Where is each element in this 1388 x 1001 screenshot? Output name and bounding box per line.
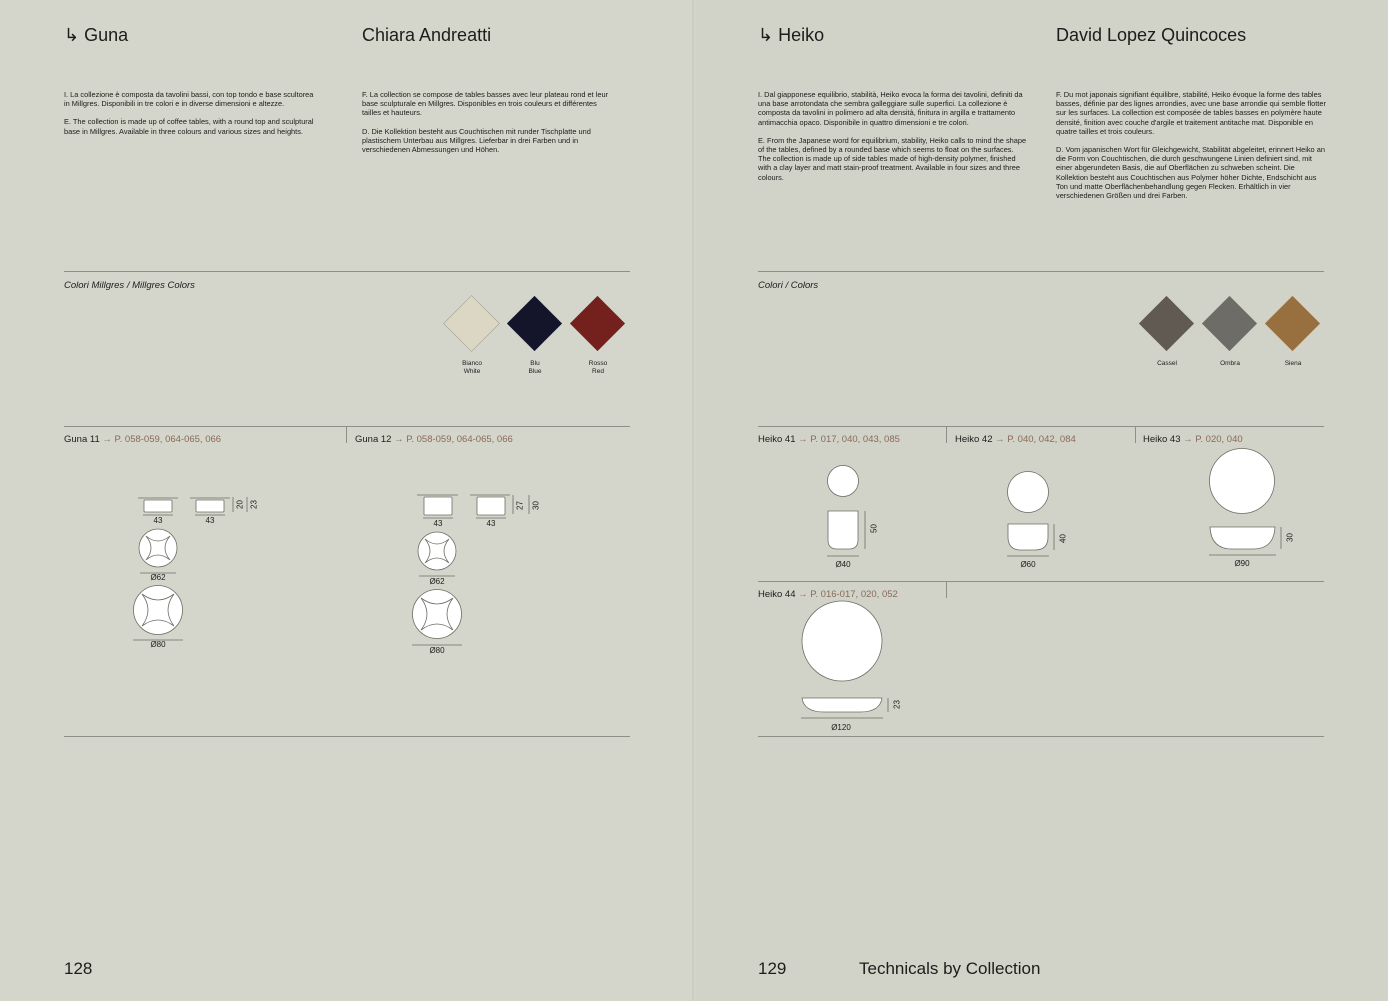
guna-11-side-view-large — [196, 500, 224, 512]
page-number-right: 129 — [758, 959, 787, 978]
description-col2-left — [362, 90, 612, 154]
swatch-label-white: Bianco White — [462, 360, 482, 375]
heiko-44-top-view — [802, 601, 882, 681]
description-col1-left — [64, 90, 320, 136]
divider — [946, 582, 947, 598]
collection-title-guna: ↳ Guna — [64, 25, 129, 45]
divider — [758, 581, 1324, 582]
guna-12-side-view-large — [477, 497, 505, 515]
heiko-44-height-label: 23 — [892, 700, 902, 709]
product-heading-heiko-44[interactable]: Heiko 44 → P. 016-017, 020, 052 — [758, 589, 898, 600]
divider — [64, 426, 630, 427]
guna-12-width-label: 43 — [486, 519, 496, 528]
colors-label-right: Colori / Colors — [758, 280, 819, 291]
guna-11-side-view-small — [144, 500, 172, 512]
guna-12-top-view-80 — [413, 590, 462, 639]
heiko-42-side-view — [1008, 524, 1048, 550]
guna-11-width-label: 43 — [153, 516, 163, 525]
guna-11-top-view-62 — [139, 529, 177, 567]
swatch-label-siena: Siena — [1284, 360, 1302, 367]
heiko-44-side-view — [802, 698, 882, 712]
divider — [946, 427, 947, 443]
heiko-43-top-view — [1210, 449, 1275, 514]
page-number-left: 128 — [64, 959, 93, 978]
divider — [64, 271, 630, 272]
designer-name-left: Chiara Andreatti — [362, 25, 492, 45]
product-heading-heiko-42[interactable]: Heiko 42 → P. 040, 042, 084 — [955, 434, 1076, 445]
product-heading-heiko-41[interactable]: Heiko 41 → P. 017, 040, 043, 085 — [758, 434, 900, 445]
product-heading-heiko-43[interactable]: Heiko 43 → P. 020, 040 — [1143, 434, 1243, 445]
heiko-43-height-label: 30 — [1285, 533, 1295, 542]
heiko-44-diameter-label: Ø120 — [831, 723, 851, 732]
description-italian: I. Dal giapponese equilibrio, stabilità, Heiko evoca la forma dei tavolini, definiti da una base arrotondata che sembra galleggiare sulle superfici. La collezione è composta da tavolini in polimero ad alta densità, finitura in argilla e trattamento antimacchia opaco. Disponibile in quattro dimensioni e tre colori. — [758, 90, 1023, 127]
divider — [758, 426, 1324, 427]
page-gutter — [692, 0, 696, 1001]
guna-12-side-view-small — [424, 497, 452, 515]
description-italian: I. La collezione è composta da tavolini bassi, con top tondo e base scultorea in Millgres. Disponibili in tre colori e in diverse dimensioni e altezze. — [64, 90, 314, 109]
description-german: D. Vom japanischen Wort für Gleichgewicht, Stabilität abgeleitet, erinnert Heiko an die Form von Couchtischen, die durch geschwungene Linien definiert sind, mit einer abgerundeten Basis, die auf Oberflächen zu schweben scheint. Die Kollektion besteht aus Couchtischen aus Polymer höher Dichte, Endschicht aus Ton und matte Oberflächenbehandlung gegen Flecken. Erhältlich in vier verschiedenen Größen und drei Farben. — [1056, 145, 1325, 201]
divider — [758, 271, 1324, 272]
description-english: E. The collection is made up of coffee tables, with a round top and sculptural base in Millgres. Available in three colours and various sizes and heights. — [64, 117, 314, 136]
heiko-41-side-view — [828, 511, 858, 549]
swatch-label-blue: Blu Blue — [528, 360, 542, 375]
heiko-41-diameter-label: Ø40 — [835, 560, 851, 569]
divider — [346, 427, 347, 443]
collection-title-heiko: ↳ Heiko — [758, 25, 825, 45]
description-english: E. From the Japanese word for equilibrium, stability, Heiko calls to mind the shape of the tables, defined by a rounded base which seems to float on the surfaces. The collection is made up of side tables made of high-density polymer, finished with a clay layer and matt stain-proof treatment. Available in four sizes and three colours. — [758, 135, 1027, 182]
heiko-41-height-label: 50 — [869, 524, 879, 533]
guna-12-top-view-62 — [418, 532, 456, 570]
guna-12-height-label: 30 — [531, 501, 541, 510]
guna-12-diameter-label: Ø62 — [429, 577, 445, 586]
description-col2-right — [1056, 90, 1326, 200]
guna-12-height-label: 27 — [515, 501, 525, 510]
guna-11-height-label: 20 — [235, 500, 245, 509]
guna-12-diameter-label: Ø80 — [429, 646, 445, 655]
guna-11-diameter-label: Ø62 — [150, 573, 166, 582]
heiko-drawings — [0, 0, 1, 1]
description-col1-right — [758, 90, 1028, 182]
guna-11-height-label: 23 — [249, 500, 259, 509]
guna-12-width-label: 43 — [433, 519, 443, 528]
guna-11-top-view-80 — [134, 586, 183, 635]
divider — [758, 736, 1324, 737]
section-title: Technicals by Collection — [859, 959, 1041, 978]
product-heading-guna-11[interactable]: Guna 11 → P. 058-059, 064-065, 066 — [64, 434, 222, 445]
description-french: F. Du mot japonais signifiant équilibre, stabilité, Heiko évoque la forme des tables basses, définie par des lignes arrondies, avec une base arrondie qui semble flotter sur les surfaces. La collection est composée de tables basses en polymère haute densité, finition avec couche d'argile et traitement antitache mat. Disponible en quatre tailles et trois couleurs. — [1056, 90, 1326, 136]
divider — [1135, 427, 1136, 443]
product-heading-guna-12[interactable]: Guna 12 → P. 058-059, 064-065, 066 — [355, 434, 513, 445]
colors-label-left: Colori Millgres / Millgres Colors — [64, 280, 195, 291]
guna-11-width-label: 43 — [205, 516, 215, 525]
description-german: D. Die Kollektion besteht aus Couchtischen mit runder Tischplatte und plastischem Unterbau aus Millgres. Lieferbar in drei Farben und in verschiedenen Abmessungen und Höhen. — [362, 126, 591, 155]
heiko-42-diameter-label: Ø60 — [1020, 560, 1036, 569]
swatch-label-ombra: Ombra — [1220, 360, 1240, 367]
description-french: F. La collection se compose de tables basses avec leur plateau rond et leur base sculpturale en Millgres. Disponibles en trois couleurs et différentes tailles et hauteurs. — [362, 90, 609, 118]
heiko-42-height-label: 40 — [1058, 534, 1068, 543]
swatch-label-cassel: Cassel — [1157, 360, 1177, 367]
swatch-label-red: Rosso Red — [588, 360, 608, 375]
heiko-42-top-view — [1008, 472, 1049, 513]
divider — [64, 736, 630, 737]
designer-name-right: David Lopez Quincoces — [1056, 25, 1247, 45]
heiko-41-top-view — [828, 466, 859, 497]
heiko-43-side-view — [1210, 527, 1275, 549]
guna-11-diameter-label: Ø80 — [150, 640, 166, 649]
heiko-43-diameter-label: Ø90 — [1234, 559, 1250, 568]
